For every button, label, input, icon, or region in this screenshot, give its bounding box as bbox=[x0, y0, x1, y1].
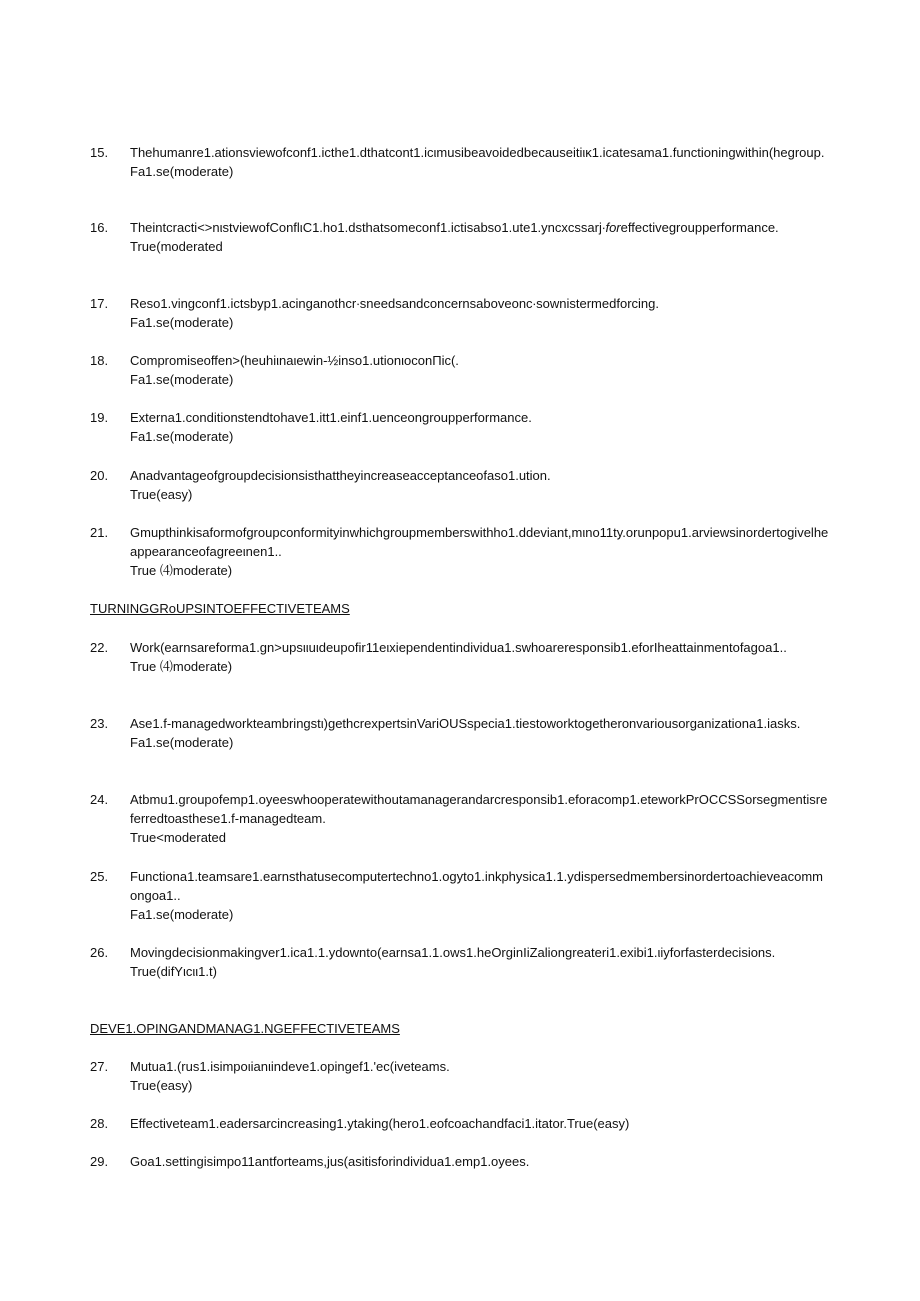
question-item-20 bbox=[90, 466, 830, 504]
question-number: 24. bbox=[90, 792, 109, 807]
question-item-26 bbox=[90, 943, 830, 981]
question-item-28 bbox=[90, 1114, 830, 1133]
question-item-17 bbox=[90, 294, 830, 332]
question-item-29 bbox=[90, 1152, 830, 1171]
answer-text: True<moderated bbox=[130, 830, 226, 845]
question-text: Mutua1.(rus1.isimpoιianιindeve1.opingef1.'ec(iveteams. bbox=[130, 1059, 450, 1074]
question-text bbox=[130, 218, 830, 237]
question-item-15 bbox=[90, 143, 830, 181]
question-text: Reso1.vingconf1.ictsbyp1.acinganothcr∙sneedsandconcernsaboveonc∙sownistermedforcing. bbox=[130, 296, 659, 311]
question-item-23 bbox=[90, 714, 830, 752]
section-heading-developing: DEVE1.OPINGANDMANAG1.NGEFFECTIVETEAMS bbox=[90, 1021, 400, 1036]
answer-text: Fa1.se(moderate) bbox=[130, 372, 234, 387]
answer-text: Fa1.se(moderate) bbox=[130, 315, 234, 330]
question-item-22 bbox=[90, 638, 830, 676]
question-item-24 bbox=[90, 790, 830, 847]
question-number: 20. bbox=[90, 468, 109, 483]
question-text-emphasis: for bbox=[605, 220, 621, 235]
question-text: Effectiveteam1.eadersarcincreasing1.ytaking(hero1.eofcoachandfaci1.itator.True(easy) bbox=[130, 1116, 630, 1131]
answer-text: Fa1.se(moderate) bbox=[130, 735, 234, 750]
question-text: Externa1.conditionstendtohave1.itt1.einf1.uenceongroupperformance. bbox=[130, 410, 532, 425]
question-text: Movingdecisionmakingver1.ica1.1.ydownto(earnsa1.1.ows1.heOrginIiZaliongreateri1.exibi1.ιiyforfasterdecisions. bbox=[130, 945, 776, 960]
question-item-27 bbox=[90, 1057, 830, 1095]
question-number: 18. bbox=[90, 353, 109, 368]
question-text: Gmupthinkisaformofgroupconformityinwhichgroupmemberswithho1.ddeviant,mιno11ty.orunpopu1.arviewsinordertogivelheappearanceofagreeιnen1.. bbox=[130, 525, 829, 559]
question-text: Thehumanre1.ationsviewofconf1.icthe1.dthatcont1.icιmusibeavoidedbecauseitiικ1.icatesama1.functioningwithin(hegroup. bbox=[130, 145, 825, 160]
question-number: 17. bbox=[90, 296, 109, 311]
question-text: Goa1.settingisimpo11antforteams,jus(asitisforindividua1.emp1.oyees. bbox=[130, 1154, 530, 1169]
question-number: 26. bbox=[90, 945, 109, 960]
question-number: 25. bbox=[90, 869, 109, 884]
question-item-19 bbox=[90, 408, 830, 446]
question-item-21 bbox=[90, 523, 830, 580]
answer-text: Fa1.se(moderate) bbox=[130, 164, 234, 179]
answer-text: True(easy) bbox=[130, 487, 193, 502]
question-number: 29. bbox=[90, 1154, 109, 1169]
answer-text: True(moderated bbox=[130, 239, 223, 254]
question-item-16 bbox=[90, 218, 830, 256]
question-number: 28. bbox=[90, 1116, 109, 1131]
question-text: Functiona1.teamsare1.earnsthatusecomputertechno1.ogyto1.inkphysica1.1.ydispersedmembersinordertoachieveacommongoa1.. bbox=[130, 869, 823, 903]
question-item-18 bbox=[90, 351, 830, 389]
question-text-part: effectivegroupperformance. bbox=[620, 220, 779, 235]
question-number: 15. bbox=[90, 145, 109, 160]
answer-text: True(difYιcιι1.t) bbox=[130, 964, 217, 979]
question-text-part: Theintcracti<>nιstviewofConflιC1.ho1.dsthatsomeconf1.ictisabso1.ute1.yncxcssarj∙ bbox=[130, 220, 606, 235]
question-number: 16. bbox=[90, 220, 109, 235]
question-text: Anadvantageofgroupdecisionsisthattheyincreaseacceptanceofaso1.ution. bbox=[130, 468, 551, 483]
question-text: Work(earnsareforma1.gn>upsιιuιdeupofir11eιxiependentindividua1.swhoareresponsib1.eforIheattainmentofagoa1.. bbox=[130, 640, 787, 655]
question-number: 23. bbox=[90, 716, 109, 731]
section-heading-teams: TURNINGGRoUPSINTOEFFECTIVETEAMS bbox=[90, 601, 350, 616]
question-number: 21. bbox=[90, 525, 109, 540]
answer-text: Fa1.se(moderate) bbox=[130, 429, 234, 444]
question-text: Ase1.f-managedworkteambringstι)gethcrexpertsinVariOUSspecia1.tiestoworktogetheronvariousorganizationa1.iasks. bbox=[130, 716, 801, 731]
answer-text: True(easy) bbox=[130, 1078, 193, 1093]
question-number: 22. bbox=[90, 640, 109, 655]
question-item-25 bbox=[90, 867, 830, 924]
question-text: Atbmu1.groupofemp1.oyeeswhooperatewithoutamanagerandarcresponsib1.eforacomp1.eteworkPrOCCSSorsegmentisreferredtoasthese1.f-managedteam. bbox=[130, 792, 828, 826]
answer-text: True ⑷moderate) bbox=[130, 659, 233, 674]
answer-text: Fa1.se(moderate) bbox=[130, 907, 234, 922]
question-text: Compromiseoffen>(heuhiιnaιewin-½inso1.utionιoconΠic(. bbox=[130, 353, 459, 368]
answer-text: True ⑷moderate) bbox=[130, 563, 233, 578]
question-number: 19. bbox=[90, 410, 109, 425]
question-number: 27. bbox=[90, 1059, 109, 1074]
